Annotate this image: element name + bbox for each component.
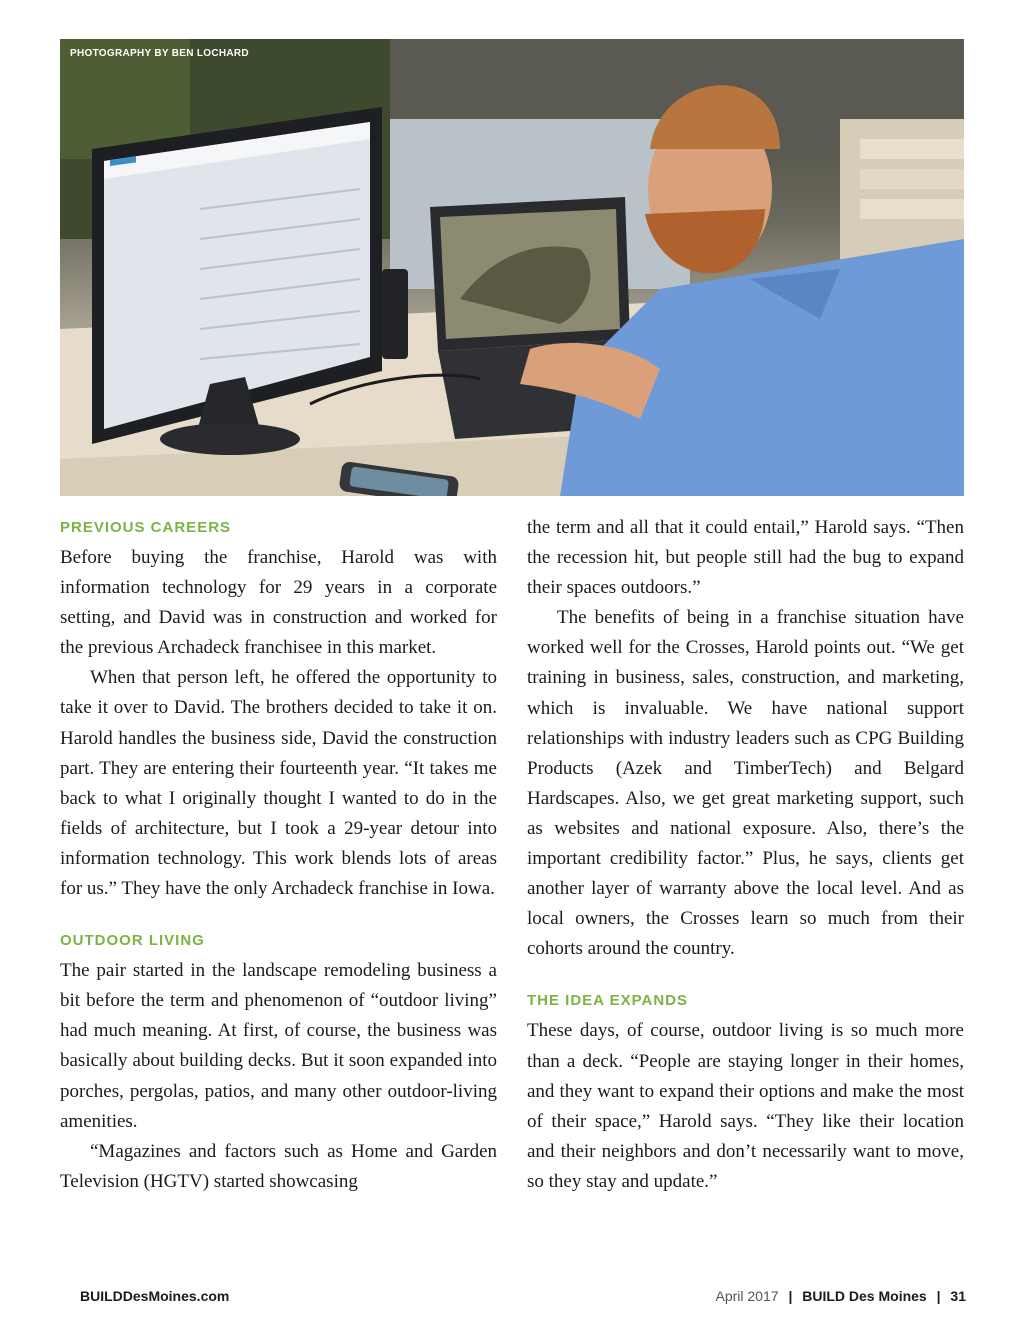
- footer-date: April 2017: [715, 1288, 779, 1304]
- hero-photo: [60, 39, 964, 496]
- footer-folio: [716, 1288, 967, 1304]
- footer-separator: |: [936, 1288, 941, 1304]
- section-heading-previous-careers: PREVIOUS CAREERS: [60, 519, 232, 536]
- paragraph: These days, of course, outdoor living is so much more than a deck. “People are staying longer in their homes, and they want to expand their options and make the most of their space,” Harold says. “They like their location and their neighbors and don’t necessarily want to move, so they stay and update.”: [527, 1020, 964, 1192]
- footer-separator: |: [788, 1288, 793, 1304]
- photo-illustration: [60, 39, 964, 496]
- paragraph: The benefits of being in a franchise situation have worked well for the Crosses, Harold points out. “We get training in business, sales, construction, and marketing, which is invaluable. We have national support relationships with industry leaders such as CPG Building Products (Azek and TimberTech) and Belgard Hardscapes. Also, we get great marketing support, such as websites and national exposure. Also, there’s the important credibility factor.” Plus, he says, clients get another layer of warranty above the local level. And as local owners, the Crosses learn so much from their cohorts around the country.: [527, 607, 964, 960]
- paragraph: The pair started in the landscape remodeling business a bit before the term and phenomenon of “outdoor living” had much meaning. At first, of course, the business was basically about building decks. But it soon expanded into porches, pergolas, patios, and many other outdoor-living amenities.: [60, 960, 497, 1132]
- footer-website: BUILDDesMoines.com: [80, 1288, 230, 1304]
- left-column: [60, 513, 497, 1197]
- footer-magazine-name: BUILD Des Moines: [802, 1288, 927, 1304]
- section-heading-the-idea-expands: THE IDEA EXPANDS: [527, 992, 689, 1010]
- paragraph: Before buying the franchise, Harold was with information technology for 29 years in a corporate setting, and David was in construction and worked for the previous Archadeck franchisee in this market.: [60, 547, 497, 659]
- photo-credit: PHOTOGRAPHY BY BEN LOCHARD: [70, 48, 249, 59]
- right-column: [527, 513, 964, 1197]
- page-number: 31: [950, 1288, 966, 1304]
- page-footer: [0, 1286, 1024, 1310]
- section-heading-outdoor-living: OUTDOOR LIVING: [60, 932, 205, 950]
- paragraph: When that person left, he offered the opportunity to take it over to David. The brothers decided to take it on. Harold handles the business side, David the construction part. They are entering their fourteenth year. “It takes me back to what I originally thought I wanted to do in the fields of architecture, but I took a 29-year detour into information technology. This work blends lots of areas for us.” They have the only Archadeck franchise in Iowa.: [60, 667, 497, 900]
- paragraph: “Magazines and factors such as Home and Garden Television (HGTV) started showcasing: [60, 1140, 497, 1192]
- paragraph: the term and all that it could entail,” Harold says. “Then the recession hit, but people still had the bug to expand their spaces outdoors.”: [527, 517, 964, 599]
